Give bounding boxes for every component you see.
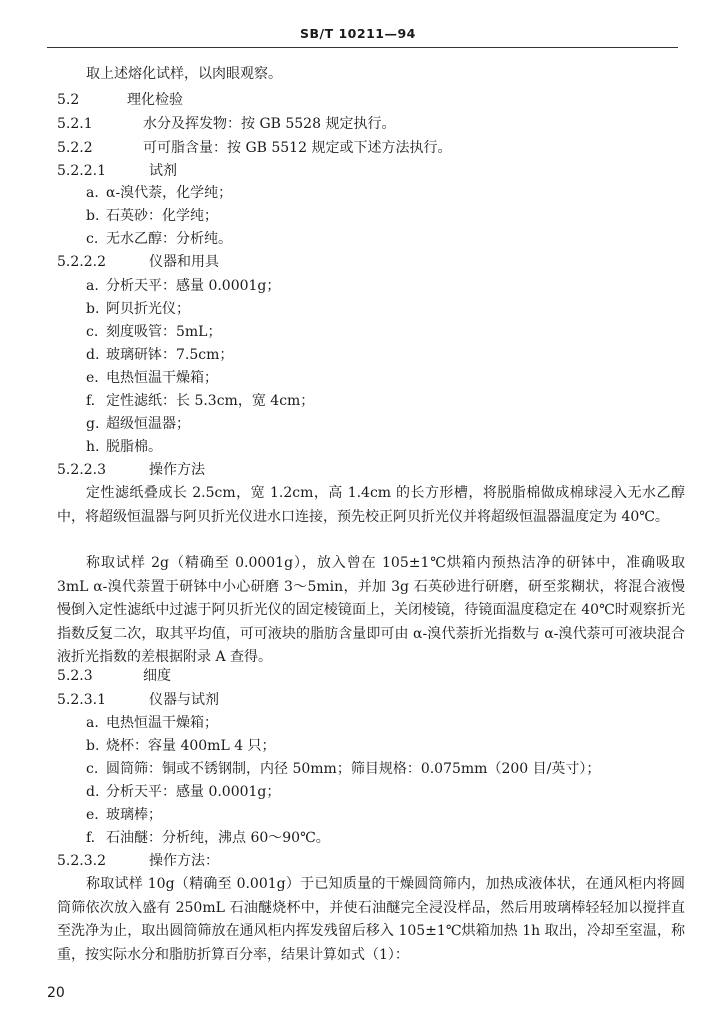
list-item	[86, 736, 276, 756]
list-item-text: 圆筒筛：铜或不锈钢制，内径 50mm；筛目规格：0.075mm（200 目/英寸）；	[106, 761, 601, 777]
list-marker: f.	[86, 830, 96, 846]
section-heading	[57, 460, 205, 480]
list-marker: h.	[86, 439, 100, 455]
section-title: 理化检验	[127, 92, 183, 108]
text-line: 取上述熔化试样，以肉眼观察。	[86, 66, 282, 82]
list-item	[86, 322, 221, 342]
list-item	[86, 759, 600, 779]
list-item-text: α-溴代萘，化学纯；	[106, 185, 233, 201]
list-marker: d.	[86, 784, 100, 800]
list-item	[86, 276, 280, 296]
list-item-text: 刻度吸管：5mL；	[106, 324, 222, 340]
list-item	[86, 437, 162, 457]
paragraph: 称取试样 2g（精确至 0.0001g），放入曾在 105±1℃烘箱内预热洁净的研钵中，准确吸取 3mL α-溴代萘置于研钵中小心研磨 3～5min，并加 3g 石英砂进行研磨，研至浆糊状，将混合液慢慢倒入定性滤纸中过滤于阿贝折光仪的固定棱镜面上，关闭棱镜，待镜面温度稳定在 40℃时观察折光指数反复二次，取其平均值，可可液块的脂肪含量即可由 α-溴代萘折光指数与 α-溴代萘可可液块混合液折光指数的差根据附录 A 查得。	[57, 555, 685, 665]
list-item-text: 分析天平：感量 0.0001g；	[106, 784, 281, 800]
list-marker: c.	[86, 231, 99, 247]
section-heading	[57, 138, 451, 158]
list-item-text: 定性滤纸：长 5.3cm，宽 4cm；	[106, 393, 315, 409]
section-number: 5.2.2.2	[57, 254, 106, 270]
paragraph: 定性滤纸叠成长 2.5cm，宽 1.2cm，高 1.4cm 的长方形槽，将脱脂棉做成棉球浸入无水乙醇中，将超级恒温器与阿贝折光仪进水口连接，预先校正阿贝折光仪并将超级恒温器温度定为 40℃。	[57, 485, 685, 525]
list-marker: c.	[86, 761, 99, 777]
paragraph: 称取试样 10g（精确至 0.001g）于已知质量的干燥圆筒筛内，加热成液体状，在通风柜内将圆筒筛依次放入盛有 250mL 石油醚烧杯中，并使石油醚完全浸没样品，然后用玻璃棒轻轻加以搅拌直至洗净为止，取出圆筒筛放在通风柜内挥发残留后移入 105±1℃烘箱加热 1h 取出，冷却至室温，称重，按实际水分和脂肪折算百分率，结果计算如式（1）：	[57, 876, 685, 963]
section-heading	[57, 90, 183, 110]
list-marker: a.	[86, 715, 99, 731]
standard-number-header: SB/T 10211—94	[300, 26, 416, 41]
list-marker: a.	[86, 278, 99, 294]
list-item-text: 烧杯：容量 400mL 4 只；	[106, 738, 276, 754]
section-number: 5.2.2.1	[57, 163, 106, 179]
list-marker: e.	[86, 807, 99, 823]
section-heading	[57, 161, 177, 181]
section-number: 5.2.2.3	[57, 462, 106, 478]
list-item	[86, 391, 314, 411]
list-item-text: 石英砂：化学纯；	[106, 208, 218, 224]
section-number: 5.2.1	[57, 116, 93, 132]
list-marker: b.	[86, 301, 100, 317]
list-marker: g.	[86, 416, 100, 432]
list-item	[86, 828, 330, 848]
section-number: 5.2.2	[57, 140, 93, 156]
section-title: 操作方法：	[149, 853, 219, 869]
list-marker: d.	[86, 347, 100, 363]
section-number: 5.2.3.1	[57, 692, 106, 708]
header-rule	[47, 47, 678, 48]
section-heading	[57, 114, 395, 134]
section-heading	[57, 252, 219, 272]
list-item	[86, 345, 233, 365]
list-marker: b.	[86, 208, 100, 224]
section-heading	[57, 666, 171, 686]
list-item	[86, 299, 190, 319]
section-title: 仪器与试剂	[149, 692, 219, 708]
list-item	[86, 805, 162, 825]
page-number: 20	[47, 985, 65, 1001]
list-item-text: 阿贝折光仪；	[106, 301, 190, 317]
list-item-text: 电热恒温干燥箱；	[106, 715, 218, 731]
section-heading	[57, 851, 219, 871]
section-number: 5.2.3	[57, 668, 93, 684]
list-marker: c.	[86, 324, 99, 340]
list-item-text: 电热恒温干燥箱；	[106, 370, 218, 386]
list-item	[86, 782, 280, 802]
list-item-text: 玻璃研钵：7.5cm；	[106, 347, 234, 363]
section-title: 操作方法	[149, 462, 205, 478]
list-item-text: 石油醚：分析纯，沸点 60～90℃。	[106, 830, 330, 846]
list-item	[86, 183, 232, 203]
section-title: 仪器和用具	[149, 254, 219, 270]
section-heading	[57, 690, 219, 710]
list-marker: f.	[86, 393, 96, 409]
list-item	[86, 206, 218, 226]
list-item	[86, 368, 218, 388]
list-item-text: 超级恒温器；	[106, 416, 190, 432]
section-title: 试剂	[149, 163, 177, 179]
list-item	[86, 713, 218, 733]
list-marker: b.	[86, 738, 100, 754]
list-item-text: 脱脂棉。	[106, 439, 162, 455]
list-item	[86, 414, 190, 434]
list-marker: a.	[86, 185, 99, 201]
list-item-text: 分析天平：感量 0.0001g；	[106, 278, 281, 294]
section-number: 5.2	[57, 92, 80, 108]
section-text: 水分及挥发物：按 GB 5528 规定执行。	[143, 116, 396, 132]
section-number: 5.2.3.2	[57, 853, 106, 869]
list-item	[86, 229, 232, 249]
section-title: 细度	[143, 668, 171, 684]
list-marker: e.	[86, 370, 99, 386]
list-item-text: 玻璃棒；	[106, 807, 162, 823]
list-item-text: 无水乙醇：分析纯。	[106, 231, 232, 247]
section-text: 可可脂含量：按 GB 5512 规定或下述方法执行。	[143, 140, 452, 156]
